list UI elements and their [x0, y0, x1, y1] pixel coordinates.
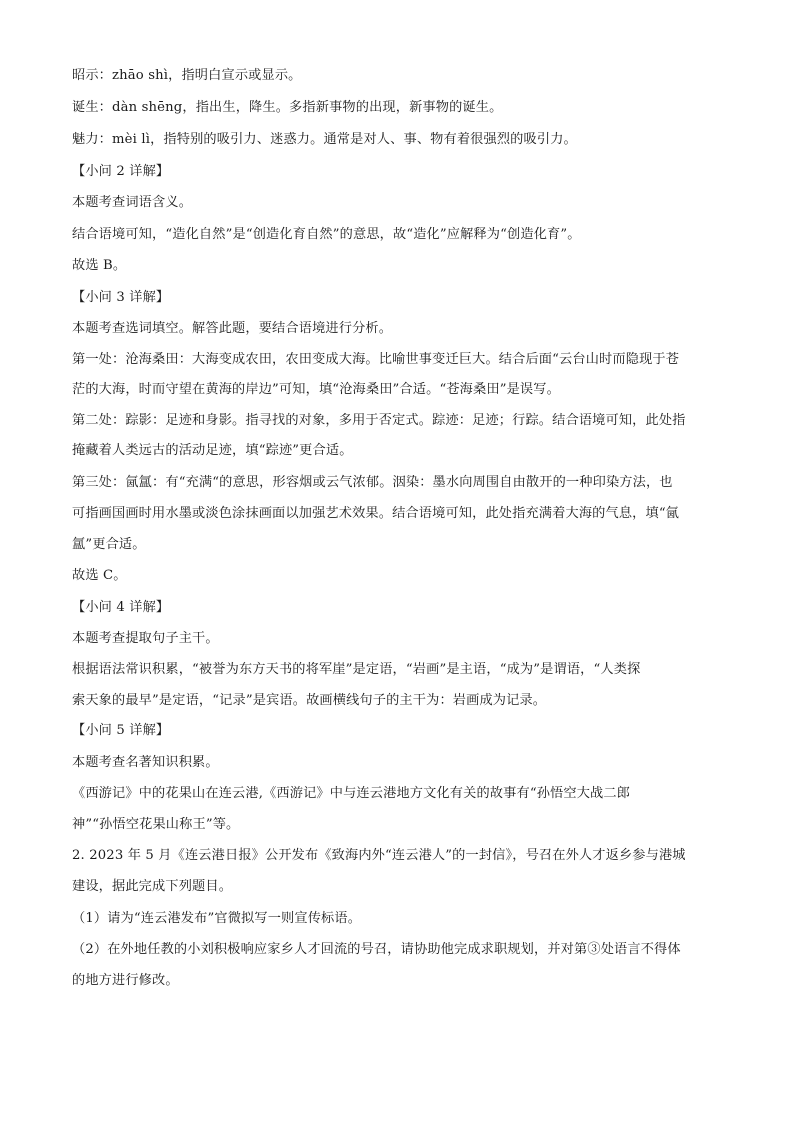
text-line-17: 故选 C。 [72, 568, 127, 583]
question-2-line-2: 建设，据此完成下列题目。 [72, 879, 233, 894]
section-heading-q3: 【小问 3 详解】 [72, 290, 170, 305]
text-line-2: 诞生：dàn shēng，指出生，降生。多指新事物的出现，新事物的诞生。 [72, 100, 503, 115]
text-line-25: 神”“孙悟空花果山称王”等。 [72, 817, 240, 832]
text-line-5: 本题考查词语含义。 [72, 195, 193, 210]
text-line-15: 可指画国画时用水墨或淡色涂抹画面以加强艺术效果。结合语境可知，此处指充满着大海的气息，填“氤 [72, 506, 680, 521]
text-line-13: 掩藏着人类远古的活动足迹，填“踪迹”更合适。 [72, 443, 353, 458]
text-line-24: 《西游记》中的花果山在连云港,《西游记》中与连云港地方文化有关的故事有“孙悟空大战二郎 [72, 786, 631, 801]
question-2-part-2-line-2: 的地方进行修改。 [72, 973, 179, 988]
text-line-1: 昭示：zhāo shì，指明白宣示或显示。 [72, 68, 302, 83]
text-line-7: 故选 B。 [72, 258, 127, 273]
section-heading-q5: 【小问 5 详解】 [72, 723, 170, 738]
text-line-16: 氲”更合适。 [72, 537, 146, 552]
text-line-19: 本题考查提取句子主干。 [72, 631, 219, 646]
text-line-10: 第一处：沧海桑田：大海变成农田，农田变成大海。比喻世事变迁巨大。结合后面“云台山时而隐现于苍 [72, 352, 680, 367]
question-2-part-2-line-1: （2）在外地任教的小刘积极响应家乡人才回流的号召，请协助他完成求职规划，并对第③处语言不得体 [72, 942, 681, 957]
text-line-14: 第三处：氤氲：有“充满“的意思，形容烟或云气浓郁。洇染：墨水向周围自由散开的一种印染方法，也 [72, 475, 673, 490]
text-line-12: 第二处：踪影：足迹和身影。指寻找的对象，多用于否定式。踪迹：足迹；行踪。结合语境可知，此处指 [72, 413, 686, 428]
text-line-6: 结合语境可知，“造化自然”是“创造化育自然”的意思，故“造化”应解释为“创造化育”。 [72, 227, 581, 242]
text-line-9: 本题考查选词填空。解答此题，要结合语境进行分析。 [72, 321, 393, 336]
question-2-part-1: （1）请为“连云港发布”官微拟写一则宣传标语。 [72, 911, 362, 926]
text-line-23: 本题考查名著知识积累。 [72, 755, 219, 770]
text-line-3: 魅力：mèi lì，指特别的吸引力、迷惑力。通常是对人、事、物有着很强烈的吸引力。 [72, 132, 577, 147]
section-heading-q4: 【小问 4 详解】 [72, 600, 170, 615]
text-line-21: 索天象的最早”是定语，“记录”是宾语。故画横线句子的主干为：岩画成为记录。 [72, 693, 547, 708]
text-line-20: 根据语法常识积累，“被誉为东方天书的将军崖”是定语，“岩画”是主语，“成为”是谓语，“人类探 [72, 662, 641, 677]
section-heading-q2: 【小问 2 详解】 [72, 164, 170, 179]
text-line-11: 茫的大海，时而守望在黄海的岸边”可知，填“沧海桑田”合适。“苍海桑田”是误写。 [72, 382, 560, 397]
question-2-line-1: 2. 2023 年 5 月《连云港日报》公开发布《致海内外“连云港人”的一封信》，号召在外人才返乡参与港城 [72, 848, 686, 863]
